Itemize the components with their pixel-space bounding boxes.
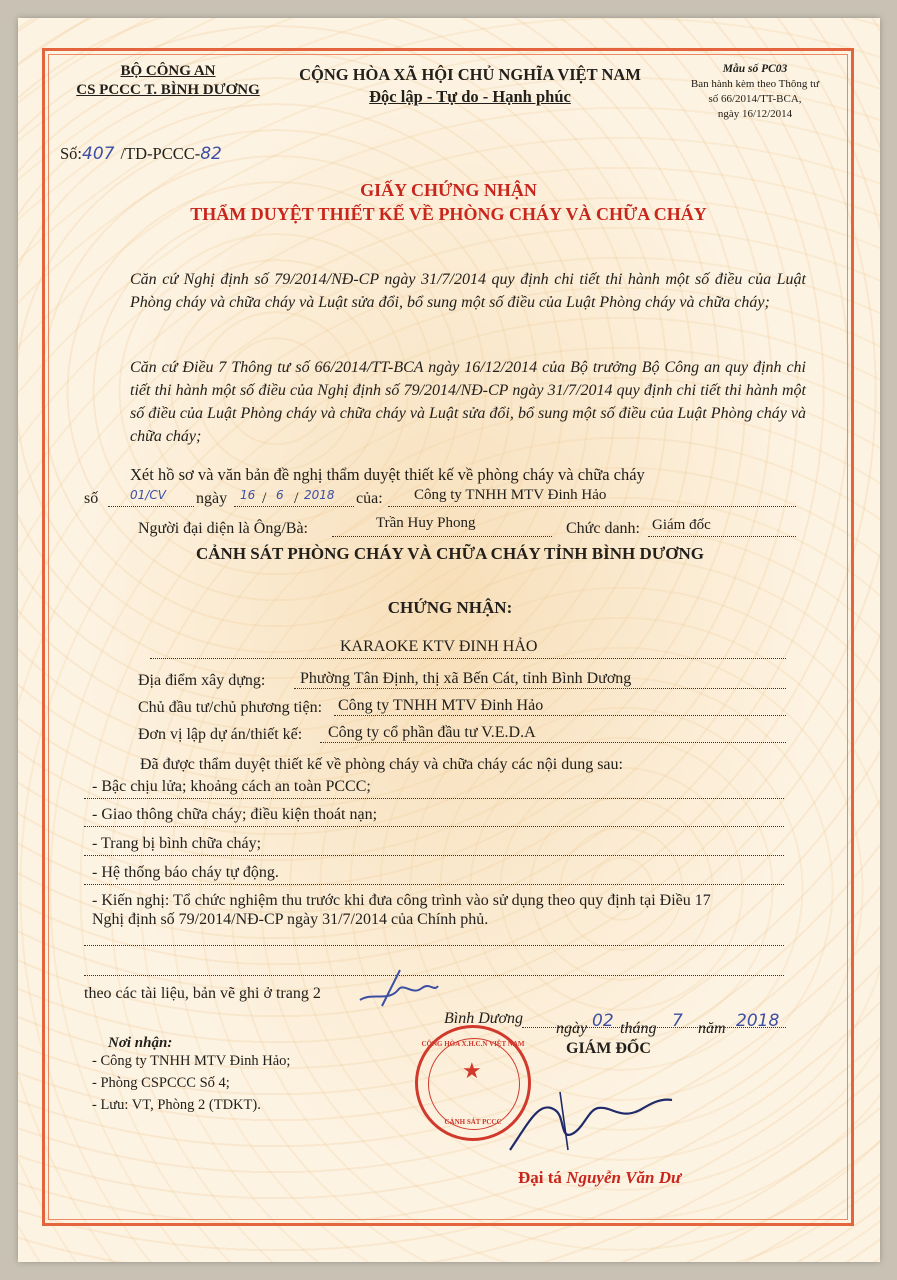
country-name: CỘNG HÒA XÃ HỘI CHỦ NGHĨA VIỆT NAM [299,65,641,84]
issuer-block [48,62,288,100]
review-so-label: số [84,490,99,507]
signer-full-name: Nguyễn Văn Dư [566,1168,682,1187]
content-intro: Đã được thẩm duyệt thiết kế về phòng cháy và chữa cháy các nội dung sau: [140,756,623,773]
ministry-name: BỘ CÔNG AN [120,63,216,79]
representative-name: Trần Huy Phong [376,515,476,531]
form-note: Mẫu số PC03 Ban hành kèm theo Thông tư số 66/2014/TT-BCA, ngày 16/12/2014 [660,62,850,122]
review-year: 2018 [304,488,335,502]
content-item: - Giao thông chữa cháy; điều kiện thoát nạn; [92,806,378,823]
pages-reference: theo các tài liệu, bản vẽ ghi ở trang 2 [84,985,321,1002]
initials-signature-icon [352,962,442,1018]
investor-value: Công ty TNHH MTV Đinh Hảo [338,697,544,714]
content-item: - Bậc chịu lửa; khoảng cách an toàn PCCC; [92,778,371,795]
review-company: Công ty TNHH MTV Đinh Hảo [414,487,607,503]
legal-basis-2: Căn cứ Điều 7 Thông tư số 66/2014/TT-BCA ngày 16/12/2014 của Bộ trưởng Bộ Công an quy định chi tiết thi hành một số điều của Nghị định số 79/2014/NĐ-CP ngày 31/7/2014 quy định chi tiết thi hành một số điều của Luật Phòng cháy và chữa cháy và Luật sửa đổi, bổ sung một số điều của Luật Phòng cháy và chữa cháy; [130,359,806,445]
director-title: GIÁM ĐỐC [566,1040,651,1057]
location-label: Địa điểm xây dựng: [138,672,266,689]
designer-label: Đơn vị lập dự án/thiết kế: [138,726,303,743]
recommendation-line2: Nghị định số 79/2014/NĐ-CP ngày 31/7/2014 của Chính phủ. [92,911,489,928]
recipient-line: - Phòng CSPCCC Số 4; [92,1075,230,1091]
national-motto: Độc lập - Tự do - Hạnh phúc [369,87,571,106]
project-name: KARAOKE KTV ĐINH HẢO [340,638,538,655]
review-intro: Xét hồ sơ và văn bản đề nghị thẩm duyệt thiết kế về phòng cháy và chữa cháy [130,465,645,484]
content-item: - Trang bị bình chữa cháy; [92,835,262,852]
date-day: 02 [592,1011,614,1031]
review-month: 6 [276,488,284,502]
certify-heading: CHỨNG NHẬN: [387,598,513,617]
investor-label: Chủ đầu tư/chủ phương tiện: [138,699,323,716]
content-item: - Hệ thống báo cháy tự động. [92,864,279,881]
seal-bottom-text: CẢNH SÁT PCCC [444,1118,502,1126]
designer-value: Công ty cổ phần đầu tư V.E.D.A [328,724,536,741]
signer-name [518,1168,681,1188]
unit-name: CS PCCC T. BÌNH DƯƠNG [76,82,260,98]
seal-top-text: CỘNG HÒA X.H.C.N VIỆT NAM [421,1040,525,1048]
location-value: Phường Tân Định, thị xã Bến Cát, tỉnh Bình Dương [300,670,632,687]
number-handwritten: 407 [82,144,115,164]
date-year: 2018 [736,1011,780,1031]
review-so-value: 01/CV [130,488,166,502]
authority-name: CẢNH SÁT PHÒNG CHÁY VÀ CHỮA CHÁY TỈNH BÌNH DƯƠNG [196,544,704,563]
representative-label: Người đại diện là Ông/Bà: [138,520,308,537]
official-seal-icon: ★ CỘNG HÒA X.H.C.N VIỆT NAM CẢNH SÁT PCCC [415,1025,531,1141]
legal-basis-1: Căn cứ Nghị định số 79/2014/NĐ-CP ngày 31/7/2014 quy định chi tiết thi hành một số điều của Luật Phòng cháy và chữa cháy và Luật sửa đổi, bổ sung một số điều của Luật Phòng cháy và chữa cháy; [130,271,806,311]
recipients-heading: Nơi nhận: [108,1035,173,1051]
signer-rank: Đại tá [518,1168,562,1187]
recipient-line: - Công ty TNHH MTV Đinh Hảo; [92,1053,291,1069]
recommendation-line1: - Kiến nghị: Tổ chức nghiệm thu trước khi đưa công trình vào sử dụng theo quy định tại Điều 17 [92,892,711,909]
position-value: Giám đốc [652,517,711,533]
date-place: Bình Dương [444,1010,524,1027]
date-month: 7 [672,1011,683,1031]
review-day: 16 [240,488,256,502]
certificate-subtitle: THẨM DUYỆT THIẾT KẾ VỀ PHÒNG CHÁY VÀ CHỮA CHÁY [190,204,707,224]
document-number: Số:407 /TD-PCCC-82 [60,144,222,164]
national-header [260,64,680,108]
director-signature-icon [500,1080,680,1160]
position-label: Chức danh: [566,520,640,537]
certificate-title: GIẤY CHỨNG NHẬN [360,180,537,200]
form-number: Mẫu số PC03 [722,63,788,75]
recipient-line: - Lưu: VT, Phòng 2 (TDKT). [92,1097,261,1113]
